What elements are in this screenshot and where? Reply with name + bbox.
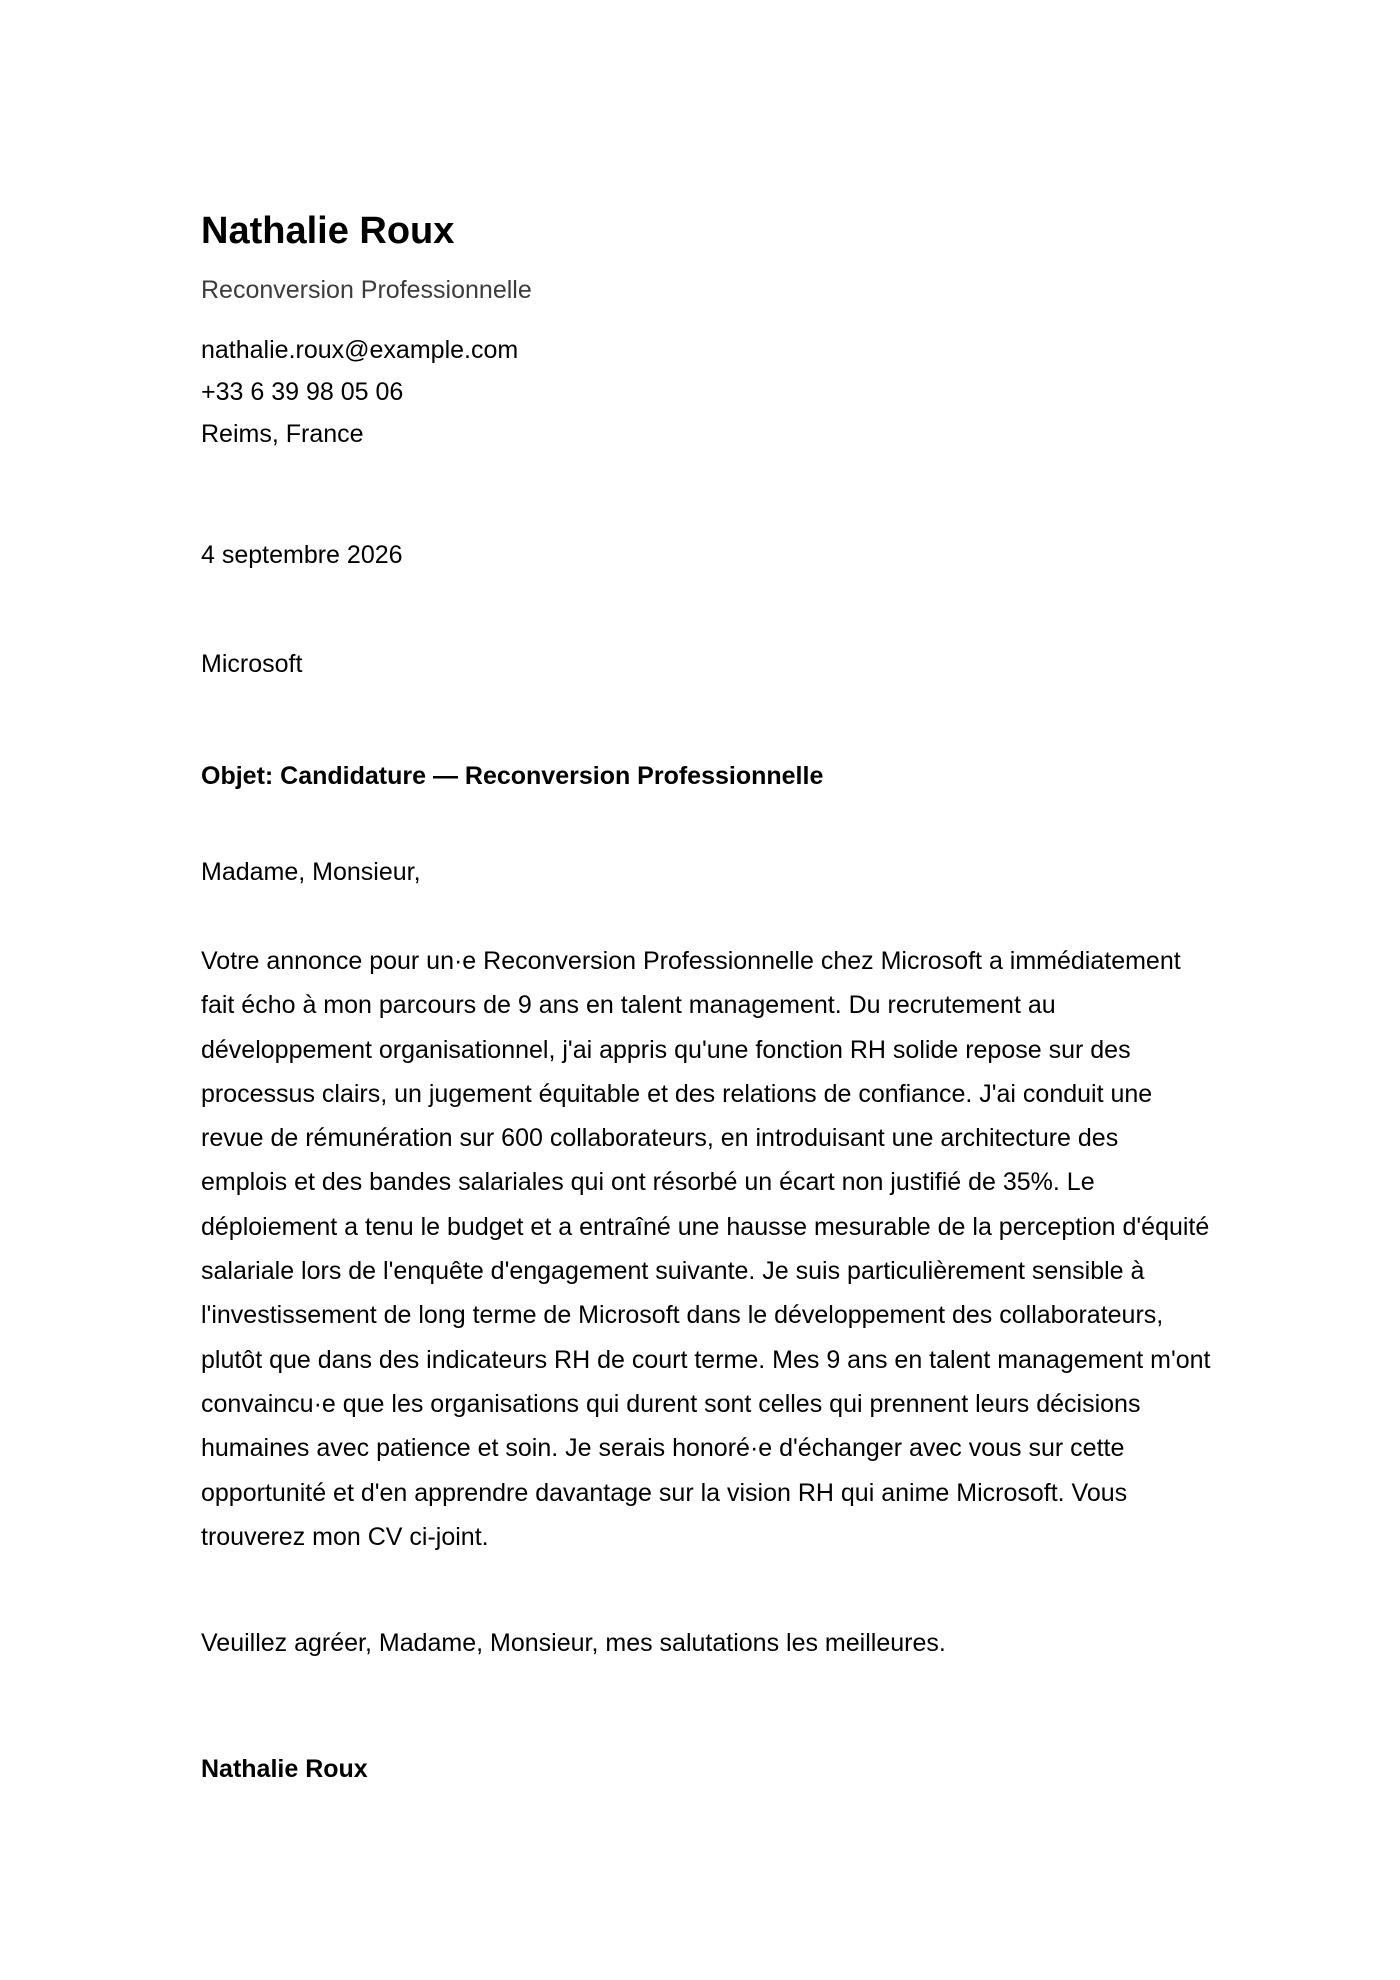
sender-email: nathalie.roux@example.com xyxy=(201,336,519,364)
sender-title: Reconversion Professionnelle xyxy=(201,276,532,304)
letter-body: Votre annonce pour un·e Reconversion Professionnelle chez Microsoft a immédiatement fait écho à mon parcours de 9 ans en talent management. Du recrutement au développement organisationnel, j'ai appris qu'une fonction RH solide repose sur des processus clairs, un jugement équitable et des relations de confiance. J'ai conduit une revue de rémunération sur 600 collaborateurs, en introduisant une architecture des emplois et des bandes salariales qui ont résorbé un écart non justifié de 35%. Le déploiement a tenu le budget et a entraîné une hausse mesurable de la perception d'équité salariale lors de l'enquête d'engagement suivante. Je suis particulièrement sensible à l'investissement de long terme de Microsoft dans le développement des collaborateurs, plutôt que dans des indicateurs RH de court terme. Mes 9 ans en talent management m'ont convaincu·e que les organisations qui durent sont celles qui prennent leurs décisions humaines avec patience et soin. Je serais honoré·e d'échanger avec vous sur cette opportunité et d'en apprendre davantage sur la vision RH qui anime Microsoft. Vous trouverez mon CV ci-joint. xyxy=(201,947,1211,1551)
sender-location: Reims, France xyxy=(201,420,364,448)
letter-signature: Nathalie Roux xyxy=(201,1755,368,1783)
letter-greeting: Madame, Monsieur, xyxy=(201,858,421,886)
sender-phone: +33 6 39 98 05 06 xyxy=(201,378,404,406)
sender-name: Nathalie Roux xyxy=(201,210,455,252)
contact-block xyxy=(201,329,518,455)
letter-closing: Veuillez agréer, Madame, Monsieur, mes salutations les meilleures. xyxy=(201,1629,946,1657)
letter-subject: Objet: Candidature — Reconversion Professionnelle xyxy=(201,762,824,790)
cover-letter-page xyxy=(201,0,1211,1980)
recipient-company: Microsoft xyxy=(201,650,303,678)
letter-date: 4 septembre 2026 xyxy=(201,541,403,569)
